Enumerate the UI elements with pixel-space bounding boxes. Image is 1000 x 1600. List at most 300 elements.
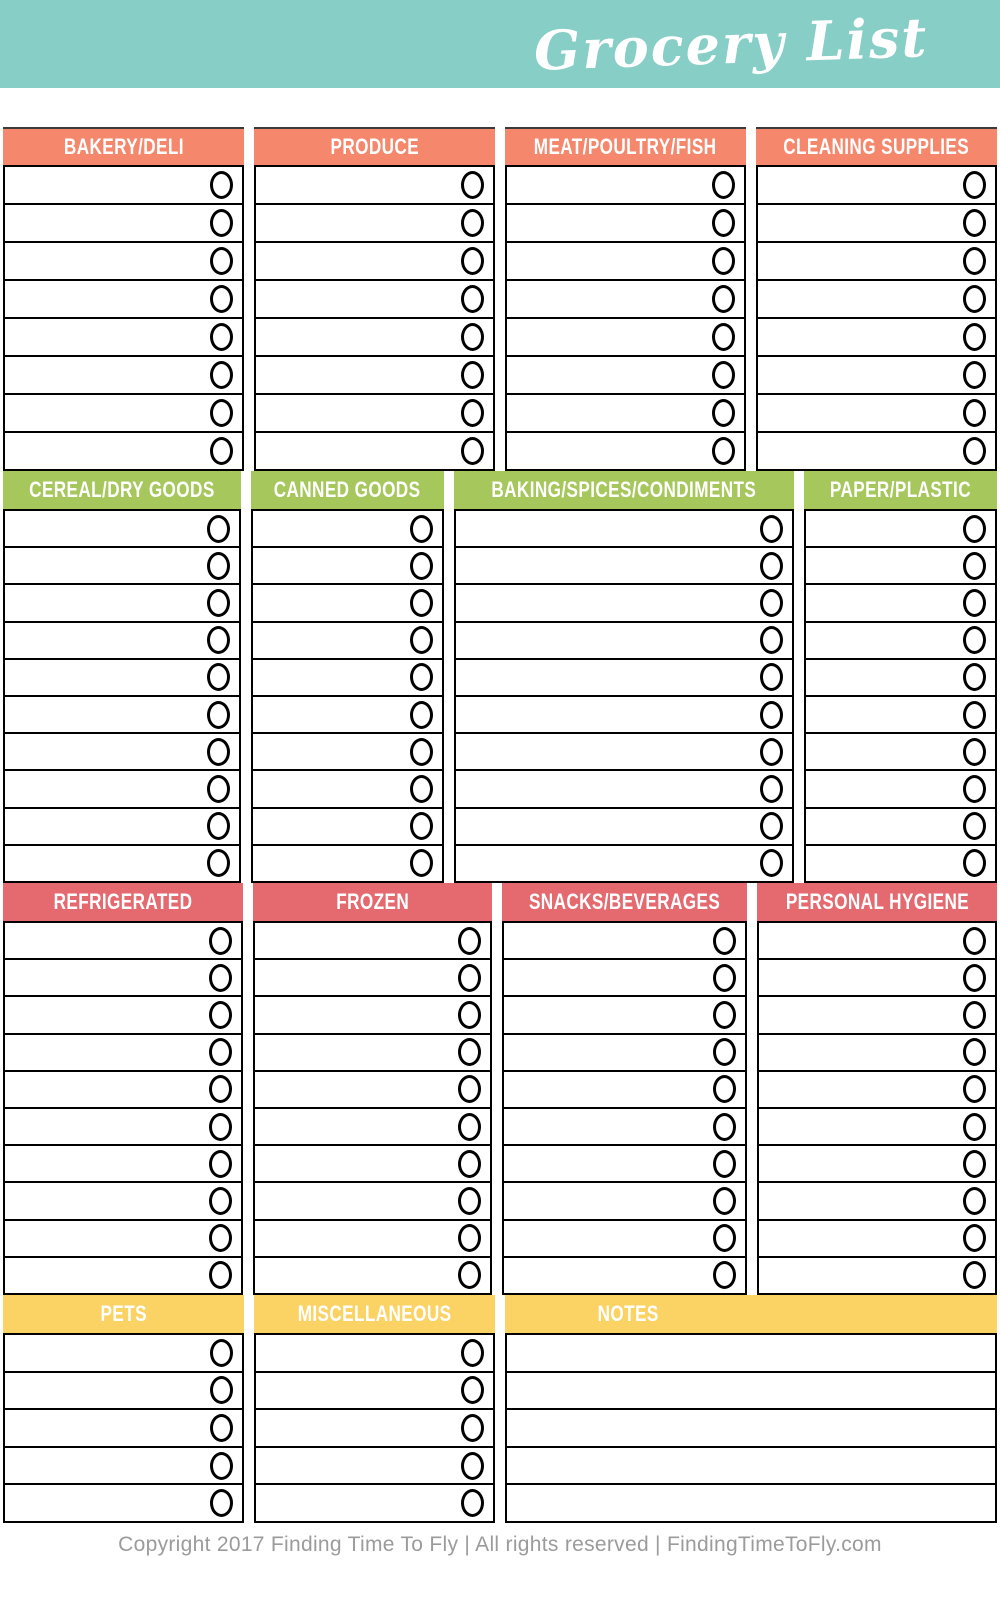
grocery-item-row[interactable] xyxy=(5,958,241,995)
checkbox-circle[interactable] xyxy=(210,209,233,237)
grocery-item-row[interactable] xyxy=(456,807,792,844)
grocery-item-row[interactable] xyxy=(504,995,745,1032)
checkbox-circle[interactable] xyxy=(207,775,230,803)
checkbox-circle[interactable] xyxy=(458,1075,481,1103)
grocery-item-row[interactable] xyxy=(806,695,995,732)
checkbox-circle[interactable] xyxy=(963,775,986,803)
grocery-item-row[interactable] xyxy=(5,431,242,469)
checkbox-circle[interactable] xyxy=(458,1001,481,1029)
grocery-item-row[interactable] xyxy=(759,958,995,995)
grocery-item-row[interactable] xyxy=(5,1219,241,1256)
checkbox-circle[interactable] xyxy=(713,964,736,992)
grocery-item-row[interactable] xyxy=(456,546,792,583)
checkbox-circle[interactable] xyxy=(461,437,484,465)
checkbox-circle[interactable] xyxy=(210,1489,233,1517)
grocery-item-row[interactable] xyxy=(255,995,491,1032)
checkbox-circle[interactable] xyxy=(458,927,481,955)
grocery-item-row[interactable] xyxy=(759,1107,995,1144)
grocery-item-row[interactable] xyxy=(507,431,744,469)
grocery-item-row[interactable] xyxy=(758,431,995,469)
grocery-item-row[interactable] xyxy=(253,732,442,769)
notes-row[interactable] xyxy=(507,1333,995,1371)
grocery-item-row[interactable] xyxy=(456,658,792,695)
checkbox-circle[interactable] xyxy=(760,701,783,729)
checkbox-circle[interactable] xyxy=(207,552,230,580)
grocery-item-row[interactable] xyxy=(256,1446,493,1484)
grocery-item-row[interactable] xyxy=(504,1033,745,1070)
grocery-item-row[interactable] xyxy=(5,1371,242,1409)
grocery-item-row[interactable] xyxy=(255,958,491,995)
checkbox-circle[interactable] xyxy=(963,701,986,729)
checkbox-circle[interactable] xyxy=(963,399,986,427)
section-rows xyxy=(505,1333,997,1523)
checkbox-circle[interactable] xyxy=(410,515,433,543)
checkbox-circle[interactable] xyxy=(963,1075,986,1103)
checkbox-circle[interactable] xyxy=(963,323,986,351)
checkbox-circle[interactable] xyxy=(210,1414,233,1442)
grocery-item-row[interactable] xyxy=(5,1107,241,1144)
checkbox-circle[interactable] xyxy=(209,1001,232,1029)
grocery-item-row[interactable] xyxy=(806,807,995,844)
checkbox-circle[interactable] xyxy=(210,285,233,313)
grocery-item-row[interactable] xyxy=(806,769,995,806)
checkbox-circle[interactable] xyxy=(210,171,233,199)
checkbox-circle[interactable] xyxy=(963,1187,986,1215)
checkbox-circle[interactable] xyxy=(458,964,481,992)
checkbox-circle[interactable] xyxy=(461,361,484,389)
section-produce xyxy=(254,127,495,471)
grocery-item-row[interactable] xyxy=(5,279,242,317)
checkbox-circle[interactable] xyxy=(209,1038,232,1066)
grocery-item-row[interactable] xyxy=(253,583,442,620)
checkbox-circle[interactable] xyxy=(713,1113,736,1141)
grocery-item-row[interactable] xyxy=(5,165,242,203)
grocery-item-row[interactable] xyxy=(5,1256,241,1293)
section-meat-poultry-fish xyxy=(505,127,746,471)
grocery-item-row[interactable] xyxy=(758,203,995,241)
grocery-item-row[interactable] xyxy=(256,393,493,431)
grocery-item-row[interactable] xyxy=(504,1070,745,1107)
section-header-baking-spices-condiments xyxy=(454,471,794,509)
grocery-item-row[interactable] xyxy=(255,1033,491,1070)
section-pets xyxy=(3,1295,244,1523)
grocery-item-row[interactable] xyxy=(5,583,239,620)
grocery-item-row[interactable] xyxy=(456,509,792,546)
grocery-item-row[interactable] xyxy=(5,1408,242,1446)
checkbox-circle[interactable] xyxy=(712,399,735,427)
checkbox-circle[interactable] xyxy=(963,927,986,955)
checkbox-circle[interactable] xyxy=(210,1376,233,1404)
grocery-item-row[interactable] xyxy=(806,844,995,881)
grocery-item-row[interactable] xyxy=(256,203,493,241)
checkbox-circle[interactable] xyxy=(963,964,986,992)
grocery-item-row[interactable] xyxy=(504,1144,745,1181)
section-rows xyxy=(3,921,243,1295)
grocery-item-row[interactable] xyxy=(255,1181,491,1218)
checkbox-circle[interactable] xyxy=(760,812,783,840)
grocery-item-row[interactable] xyxy=(253,658,442,695)
grocery-item-row[interactable] xyxy=(758,241,995,279)
band-red xyxy=(0,883,1000,1295)
grocery-item-row[interactable] xyxy=(507,241,744,279)
checkbox-circle[interactable] xyxy=(461,1489,484,1517)
grocery-item-row[interactable] xyxy=(5,1033,241,1070)
checkbox-circle[interactable] xyxy=(713,927,736,955)
section-title: MISCELLANEOUS xyxy=(297,1301,452,1326)
checkbox-circle[interactable] xyxy=(963,589,986,617)
notes-row[interactable] xyxy=(507,1483,995,1521)
notes-row[interactable] xyxy=(507,1408,995,1446)
section-notes xyxy=(505,1295,997,1523)
grocery-item-row[interactable] xyxy=(504,1181,745,1218)
grocery-item-row[interactable] xyxy=(758,355,995,393)
checkbox-circle[interactable] xyxy=(963,171,986,199)
section-header-cereal-dry-goods xyxy=(3,471,241,509)
checkbox-circle[interactable] xyxy=(207,849,230,877)
checkbox-circle[interactable] xyxy=(713,1038,736,1066)
grocery-item-row[interactable] xyxy=(253,509,442,546)
page-banner xyxy=(0,0,1000,88)
section-rows xyxy=(502,921,747,1295)
section-miscellaneous xyxy=(254,1295,495,1523)
section-title: CEREAL/DRY GOODS xyxy=(29,477,215,502)
grocery-item-row[interactable] xyxy=(806,583,995,620)
checkbox-circle[interactable] xyxy=(760,849,783,877)
grocery-item-row[interactable] xyxy=(806,621,995,658)
section-title: CLEANING SUPPLIES xyxy=(783,134,970,159)
grocery-item-row[interactable] xyxy=(256,241,493,279)
checkbox-circle[interactable] xyxy=(963,515,986,543)
checkbox-circle[interactable] xyxy=(713,1261,736,1289)
section-header-notes xyxy=(505,1295,997,1333)
grocery-item-row[interactable] xyxy=(253,807,442,844)
grocery-item-row[interactable] xyxy=(256,1371,493,1409)
grocery-item-row[interactable] xyxy=(5,1181,241,1218)
checkbox-circle[interactable] xyxy=(410,589,433,617)
checkbox-circle[interactable] xyxy=(209,1224,232,1252)
grocery-item-row[interactable] xyxy=(5,1483,242,1521)
banner-spacer xyxy=(0,88,1000,127)
section-title: MEAT/POULTRY/FISH xyxy=(534,134,717,159)
grocery-item-row[interactable] xyxy=(507,203,744,241)
grocery-item-row[interactable] xyxy=(5,1144,241,1181)
grocery-item-row[interactable] xyxy=(5,1446,242,1484)
checkbox-circle[interactable] xyxy=(461,285,484,313)
grocery-item-row[interactable] xyxy=(5,995,241,1032)
checkbox-circle[interactable] xyxy=(712,323,735,351)
checkbox-circle[interactable] xyxy=(712,171,735,199)
checkbox-circle[interactable] xyxy=(760,775,783,803)
grocery-item-row[interactable] xyxy=(255,1219,491,1256)
grocery-item-row[interactable] xyxy=(256,1408,493,1446)
checkbox-circle[interactable] xyxy=(963,437,986,465)
grocery-item-row[interactable] xyxy=(5,1333,242,1371)
notes-row[interactable] xyxy=(507,1446,995,1484)
section-rows xyxy=(3,1333,244,1523)
section-rows xyxy=(804,509,997,883)
checkbox-circle[interactable] xyxy=(461,1452,484,1480)
section-title: PAPER/PLASTIC xyxy=(829,477,971,502)
grocery-item-row[interactable] xyxy=(5,241,242,279)
checkbox-circle[interactable] xyxy=(209,1113,232,1141)
checkbox-circle[interactable] xyxy=(963,1224,986,1252)
checkbox-circle[interactable] xyxy=(963,1113,986,1141)
section-header-refrigerated xyxy=(3,883,243,921)
grocery-item-row[interactable] xyxy=(758,279,995,317)
checkbox-circle[interactable] xyxy=(207,701,230,729)
grocery-item-row[interactable] xyxy=(806,546,995,583)
grocery-item-row[interactable] xyxy=(507,165,744,203)
grocery-item-row[interactable] xyxy=(255,921,491,958)
grocery-item-row[interactable] xyxy=(5,393,242,431)
grocery-item-row[interactable] xyxy=(5,658,239,695)
grocery-item-row[interactable] xyxy=(256,279,493,317)
checkbox-circle[interactable] xyxy=(712,209,735,237)
grocery-item-row[interactable] xyxy=(507,279,744,317)
page-title: Grocery List xyxy=(532,5,929,83)
checkbox-circle[interactable] xyxy=(410,849,433,877)
section-header-cleaning-supplies xyxy=(756,127,997,165)
checkbox-circle[interactable] xyxy=(712,247,735,275)
checkbox-circle[interactable] xyxy=(713,1187,736,1215)
checkbox-circle[interactable] xyxy=(209,1187,232,1215)
checkbox-circle[interactable] xyxy=(963,361,986,389)
grocery-item-row[interactable] xyxy=(5,355,242,393)
section-snacks-beverages xyxy=(502,883,747,1295)
checkbox-circle[interactable] xyxy=(461,1414,484,1442)
section-title: BAKERY/DELI xyxy=(63,134,184,159)
checkbox-circle[interactable] xyxy=(963,663,986,691)
grocery-item-row[interactable] xyxy=(256,165,493,203)
grocery-item-row[interactable] xyxy=(256,1483,493,1521)
grocery-item-row[interactable] xyxy=(759,921,995,958)
checkbox-circle[interactable] xyxy=(963,247,986,275)
grocery-item-row[interactable] xyxy=(759,1070,995,1107)
section-header-paper-plastic xyxy=(804,471,997,509)
checkbox-circle[interactable] xyxy=(713,1224,736,1252)
checkbox-circle[interactable] xyxy=(461,247,484,275)
checkbox-circle[interactable] xyxy=(963,626,986,654)
section-refrigerated xyxy=(3,883,243,1295)
grocery-item-row[interactable] xyxy=(255,1256,491,1293)
checkbox-circle[interactable] xyxy=(210,323,233,351)
grocery-item-row[interactable] xyxy=(255,1070,491,1107)
grocery-item-row[interactable] xyxy=(256,317,493,355)
section-header-bakery-deli xyxy=(3,127,244,165)
grocery-item-row[interactable] xyxy=(456,732,792,769)
grocery-item-row[interactable] xyxy=(5,509,239,546)
checkbox-circle[interactable] xyxy=(760,626,783,654)
grocery-item-row[interactable] xyxy=(256,355,493,393)
checkbox-circle[interactable] xyxy=(760,738,783,766)
checkbox-circle[interactable] xyxy=(713,1001,736,1029)
grocery-item-row[interactable] xyxy=(256,1333,493,1371)
checkbox-circle[interactable] xyxy=(458,1113,481,1141)
checkbox-circle[interactable] xyxy=(713,1150,736,1178)
grocery-item-row[interactable] xyxy=(759,1256,995,1293)
grocery-item-row[interactable] xyxy=(504,1219,745,1256)
checkbox-circle[interactable] xyxy=(410,663,433,691)
grocery-item-row[interactable] xyxy=(255,1144,491,1181)
checkbox-circle[interactable] xyxy=(713,1075,736,1103)
section-rows xyxy=(454,509,794,883)
section-cleaning-supplies xyxy=(756,127,997,471)
grocery-item-row[interactable] xyxy=(759,995,995,1032)
checkbox-circle[interactable] xyxy=(210,399,233,427)
checkbox-circle[interactable] xyxy=(461,209,484,237)
checkbox-circle[interactable] xyxy=(209,927,232,955)
section-header-personal-hygiene xyxy=(757,883,997,921)
grocery-item-row[interactable] xyxy=(253,621,442,658)
checkbox-circle[interactable] xyxy=(963,552,986,580)
grocery-item-row[interactable] xyxy=(504,958,745,995)
grocery-item-row[interactable] xyxy=(806,732,995,769)
grocery-item-row[interactable] xyxy=(5,844,239,881)
grocery-item-row[interactable] xyxy=(504,1256,745,1293)
grocery-item-row[interactable] xyxy=(456,583,792,620)
section-header-snacks-beverages xyxy=(502,883,747,921)
checkbox-circle[interactable] xyxy=(458,1187,481,1215)
checkbox-circle[interactable] xyxy=(458,1261,481,1289)
grocery-item-row[interactable] xyxy=(5,621,239,658)
checkbox-circle[interactable] xyxy=(209,1261,232,1289)
checkbox-circle[interactable] xyxy=(461,399,484,427)
grocery-item-row[interactable] xyxy=(456,769,792,806)
checkbox-circle[interactable] xyxy=(410,738,433,766)
checkbox-circle[interactable] xyxy=(209,1150,232,1178)
checkbox-circle[interactable] xyxy=(712,285,735,313)
checkbox-circle[interactable] xyxy=(207,589,230,617)
checkbox-circle[interactable] xyxy=(207,626,230,654)
checkbox-circle[interactable] xyxy=(210,1452,233,1480)
section-header-produce xyxy=(254,127,495,165)
section-rows xyxy=(251,509,444,883)
section-rows xyxy=(254,1333,495,1523)
checkbox-circle[interactable] xyxy=(207,812,230,840)
checkbox-circle[interactable] xyxy=(410,775,433,803)
checkbox-circle[interactable] xyxy=(458,1150,481,1178)
grocery-item-row[interactable] xyxy=(5,807,239,844)
checkbox-circle[interactable] xyxy=(207,515,230,543)
grocery-item-row[interactable] xyxy=(253,695,442,732)
grocery-item-row[interactable] xyxy=(5,695,239,732)
checkbox-circle[interactable] xyxy=(209,1075,232,1103)
checkbox-circle[interactable] xyxy=(963,209,986,237)
checkbox-circle[interactable] xyxy=(760,515,783,543)
checkbox-circle[interactable] xyxy=(410,701,433,729)
section-frozen xyxy=(253,883,493,1295)
grocery-item-row[interactable] xyxy=(759,1181,995,1218)
checkbox-circle[interactable] xyxy=(210,247,233,275)
grocery-item-row[interactable] xyxy=(806,509,995,546)
checkbox-circle[interactable] xyxy=(210,361,233,389)
grocery-item-row[interactable] xyxy=(507,355,744,393)
section-header-pets xyxy=(3,1295,244,1333)
grocery-item-row[interactable] xyxy=(253,844,442,881)
grocery-item-row[interactable] xyxy=(456,621,792,658)
grocery-item-row[interactable] xyxy=(5,1070,241,1107)
grocery-item-row[interactable] xyxy=(759,1144,995,1181)
section-rows xyxy=(757,921,997,1295)
checkbox-circle[interactable] xyxy=(963,1001,986,1029)
checkbox-circle[interactable] xyxy=(410,552,433,580)
checkbox-circle[interactable] xyxy=(760,589,783,617)
section-canned-goods xyxy=(251,471,444,883)
grocery-item-row[interactable] xyxy=(5,546,239,583)
grocery-item-row[interactable] xyxy=(504,921,745,958)
grocery-item-row[interactable] xyxy=(456,695,792,732)
grocery-item-row[interactable] xyxy=(5,769,239,806)
checkbox-circle[interactable] xyxy=(963,1038,986,1066)
grocery-item-row[interactable] xyxy=(5,732,239,769)
section-header-canned-goods xyxy=(251,471,444,509)
grocery-item-row[interactable] xyxy=(456,844,792,881)
checkbox-circle[interactable] xyxy=(410,812,433,840)
grocery-item-row[interactable] xyxy=(759,1033,995,1070)
grocery-item-row[interactable] xyxy=(758,317,995,355)
grocery-item-row[interactable] xyxy=(5,317,242,355)
checkbox-circle[interactable] xyxy=(207,738,230,766)
checkbox-circle[interactable] xyxy=(461,171,484,199)
checkbox-circle[interactable] xyxy=(410,626,433,654)
checkbox-circle[interactable] xyxy=(461,1339,484,1367)
section-title: SNACKS/BEVERAGES xyxy=(529,889,721,914)
grocery-item-row[interactable] xyxy=(5,203,242,241)
grocery-item-row[interactable] xyxy=(255,1107,491,1144)
grocery-item-row[interactable] xyxy=(806,658,995,695)
section-rows xyxy=(254,165,495,471)
notes-row[interactable] xyxy=(507,1371,995,1409)
grocery-item-row[interactable] xyxy=(758,165,995,203)
section-rows xyxy=(253,921,493,1295)
checkbox-circle[interactable] xyxy=(760,552,783,580)
checkbox-circle[interactable] xyxy=(458,1038,481,1066)
checkbox-circle[interactable] xyxy=(210,1339,233,1367)
grocery-item-row[interactable] xyxy=(759,1219,995,1256)
checkbox-circle[interactable] xyxy=(461,323,484,351)
grocery-item-row[interactable] xyxy=(758,393,995,431)
section-header-meat-poultry-fish xyxy=(505,127,746,165)
grocery-item-row[interactable] xyxy=(504,1107,745,1144)
checkbox-circle[interactable] xyxy=(209,964,232,992)
grocery-item-row[interactable] xyxy=(253,546,442,583)
grocery-item-row[interactable] xyxy=(507,393,744,431)
section-title: CANNED GOODS xyxy=(274,477,421,502)
section-personal-hygiene xyxy=(757,883,997,1295)
section-baking-spices-condiments xyxy=(454,471,794,883)
checkbox-circle[interactable] xyxy=(963,738,986,766)
section-rows xyxy=(3,509,241,883)
section-rows xyxy=(756,165,997,471)
checkbox-circle[interactable] xyxy=(461,1376,484,1404)
checkbox-circle[interactable] xyxy=(963,285,986,313)
grocery-item-row[interactable] xyxy=(5,921,241,958)
checkbox-circle[interactable] xyxy=(458,1224,481,1252)
checkbox-circle[interactable] xyxy=(207,663,230,691)
checkbox-circle[interactable] xyxy=(963,849,986,877)
checkbox-circle[interactable] xyxy=(712,361,735,389)
checkbox-circle[interactable] xyxy=(963,1261,986,1289)
checkbox-circle[interactable] xyxy=(210,437,233,465)
checkbox-circle[interactable] xyxy=(963,812,986,840)
grocery-item-row[interactable] xyxy=(253,769,442,806)
checkbox-circle[interactable] xyxy=(712,437,735,465)
checkbox-circle[interactable] xyxy=(963,1150,986,1178)
grocery-item-row[interactable] xyxy=(507,317,744,355)
checkbox-circle[interactable] xyxy=(760,663,783,691)
grocery-item-row[interactable] xyxy=(256,431,493,469)
band-coral xyxy=(0,127,1000,471)
